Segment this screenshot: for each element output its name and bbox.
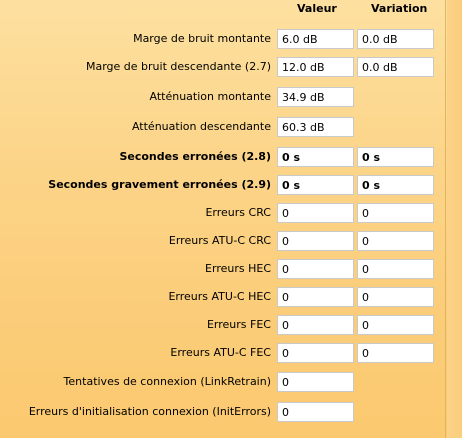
variation-field[interactable]: 0 s	[357, 147, 434, 167]
stat-label: Erreurs ATU-C CRC	[168, 234, 271, 247]
stat-label: Marge de bruit descendante (2.7)	[85, 60, 271, 73]
stat-label: Erreurs d'initialisation connexion (InitErrors)	[28, 405, 271, 418]
stat-row	[0, 342, 446, 364]
value-field[interactable]: 12.0 dB	[277, 57, 354, 77]
variation-field[interactable]: 0	[357, 287, 434, 307]
stat-row	[0, 230, 446, 252]
variation-field[interactable]: 0.0 dB	[357, 29, 434, 49]
value-field[interactable]: 0	[277, 402, 354, 422]
stat-label: Tentatives de connexion (LinkRetrain)	[63, 375, 271, 388]
value-field[interactable]: 0	[277, 343, 354, 363]
value-field[interactable]: 6.0 dB	[277, 29, 354, 49]
stat-row	[0, 116, 446, 138]
stat-row	[0, 258, 446, 280]
stat-row	[0, 56, 446, 78]
variation-field[interactable]: 0	[357, 231, 434, 251]
stat-row	[0, 86, 446, 108]
stat-label: Secondes erronées (2.8)	[119, 150, 271, 163]
variation-field[interactable]: 0	[357, 203, 434, 223]
stat-row	[0, 28, 446, 50]
column-header-variation: Variation	[371, 2, 428, 15]
stat-label: Erreurs FEC	[206, 318, 271, 331]
value-field[interactable]: 60.3 dB	[277, 117, 354, 137]
stat-label: Atténuation montante	[149, 90, 271, 103]
value-field[interactable]: 0	[277, 231, 354, 251]
stat-row	[0, 371, 446, 393]
value-field[interactable]: 0	[277, 203, 354, 223]
stat-row	[0, 314, 446, 336]
value-field[interactable]: 0 s	[277, 175, 354, 195]
variation-field[interactable]: 0	[357, 315, 434, 335]
value-field[interactable]: 34.9 dB	[277, 87, 354, 107]
variation-field[interactable]: 0	[357, 343, 434, 363]
stat-label: Erreurs ATU-C HEC	[168, 290, 271, 303]
stat-label: Erreurs CRC	[205, 206, 271, 219]
stat-label: Erreurs ATU-C FEC	[170, 346, 271, 359]
stat-label: Atténuation descendante	[131, 120, 271, 133]
stat-label: Secondes gravement erronées (2.9)	[48, 178, 271, 191]
value-field[interactable]: 0	[277, 372, 354, 392]
variation-field[interactable]: 0 s	[357, 175, 434, 195]
stat-row	[0, 286, 446, 308]
stat-label: Marge de bruit montante	[133, 32, 271, 45]
column-header-value: Valeur	[297, 2, 337, 15]
value-field[interactable]: 0	[277, 287, 354, 307]
stat-row	[0, 401, 446, 423]
value-field[interactable]: 0	[277, 259, 354, 279]
stat-row	[0, 174, 446, 196]
value-field[interactable]: 0 s	[277, 147, 354, 167]
stat-row	[0, 146, 446, 168]
stat-row	[0, 202, 446, 224]
variation-field[interactable]: 0	[357, 259, 434, 279]
scrollbar[interactable]	[447, 0, 462, 438]
stat-label: Erreurs HEC	[205, 262, 271, 275]
value-field[interactable]: 0	[277, 315, 354, 335]
variation-field[interactable]: 0.0 dB	[357, 57, 434, 77]
